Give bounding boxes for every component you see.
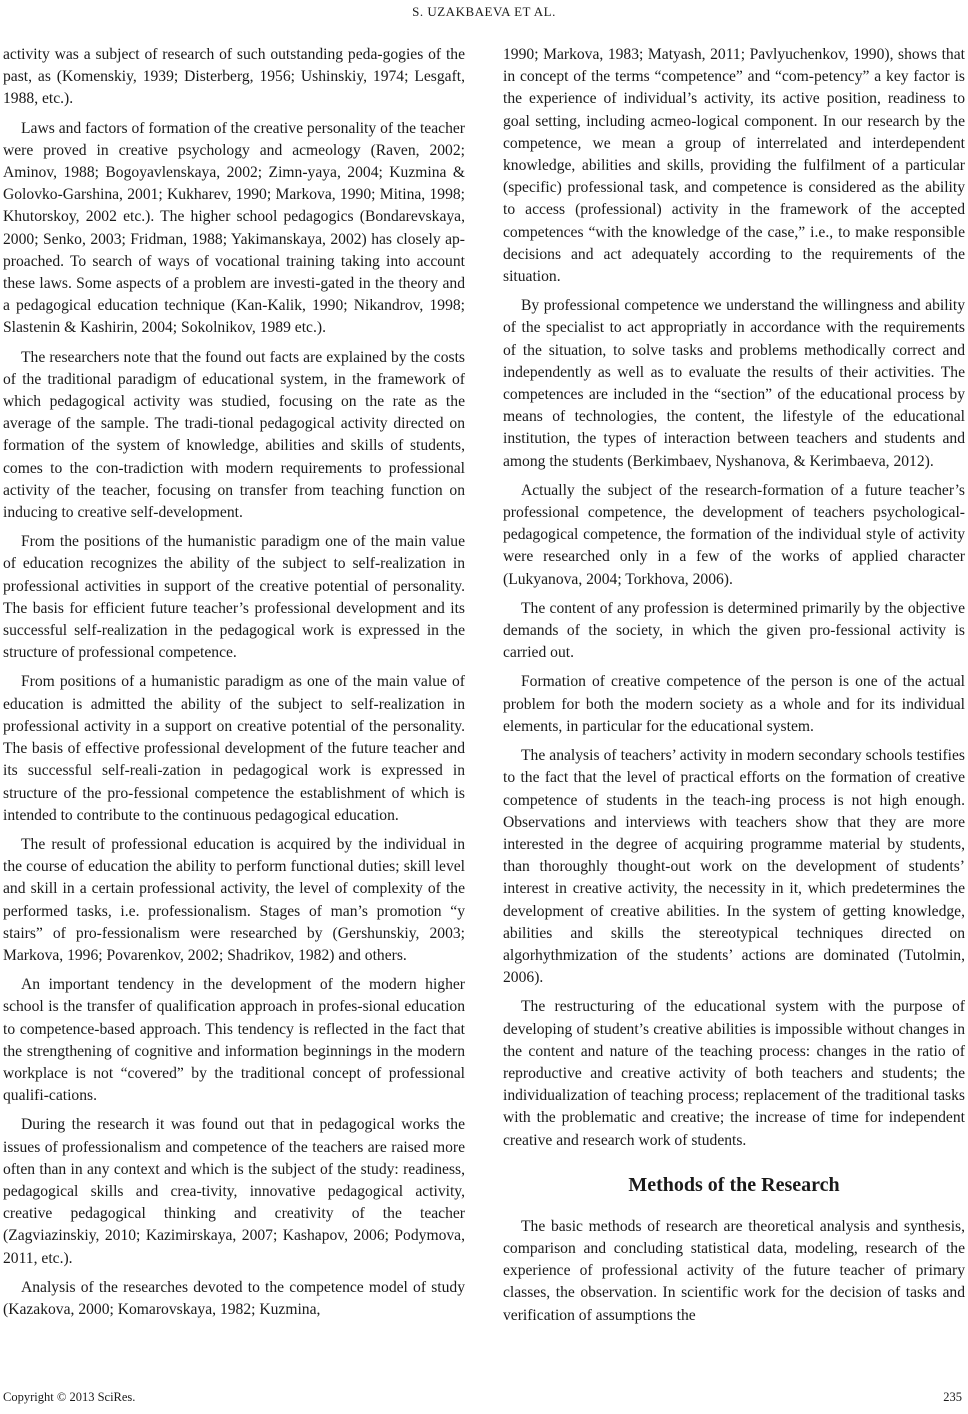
section-heading: Methods of the Research	[628, 1173, 840, 1196]
paragraph: The restructuring of the educational system with the purpose of developing of student’s creative abilities is impossible without changes in the content and nature of the teaching process: changes in the ratio of reproductive and creative activity of both teachers and students; the individualization of teaching process; replacement of the traditional tasks with the problematic and creative; the increase of time for independent creative and research work of students.	[503, 998, 965, 1149]
paragraph: The analysis of teachers’ activity in modern secondary schools testifies to the fact that the level of practical efforts on the formation of creative competence of students in the teach-ing process is not high enough. Observations and interviews with teachers show that they are more interested in the degree of acquiring programme material by students, than thoroughly thought-out work on the development of students’ interest in creative activity, the necessity in it, which predetermines the development of creative abilities. In the system of getting knowledge, abilities and skills the stereotypical techniques directed on algorhythmization of the students’ actions are dominated (Tutolmin, 2006).	[503, 747, 965, 987]
paragraph: 1990; Markova, 1983; Matyash, 2011; Pavlyuchenkov, 1990), shows that in concept of the terms “competence” and “com-petency” a key factor is the experience of individual’s activity, its active position, readiness to goal setting, including acmeo-logical component. In our research by the competence, we mean a group of interrelated and interdependent knowledge, abilities and skills, providing the fulfilment of a particular (specific) professional task, and competence is considered as the ability to access (professional) activity in the framework of the accepted competences “with the knowledge of the case,” i.e., to make responsible decisions and act adequately according to the requirements of the situation.	[503, 46, 965, 286]
page-number: 235	[943, 1390, 962, 1404]
paragraph: Formation of creative competence of the person is one of the actual problem for both the modern society as a whole and for its individual elements, in particular for the educational system.	[503, 673, 965, 735]
paragraph: By professional competence we understand the willingness and ability of the specialist to act appropriatly in accordance with the requirements of the situation, to solve tasks and problems methodically correct and independently as well as to evaluate the results of their activities. The competences are included in the “section” of the educational process by means of technologies, the content, the lifestyle of the educational institution, the types of interaction between teachers and students and among the students (Berkimbaev, Nyshanova, & Kerimbaeva, 2012).	[503, 297, 965, 470]
paragraph: The researchers note that the found out facts are explained by the costs of the traditional paradigm of educational system, in the framework of which pedagogical activity was studied, focusing on the rate as the average of the sample. The tradi-tional pedagogical activity directed on formation of the system of knowledge, abilities and skills of students, comes to the con-tradiction with modern requirements to professional activity of the teacher, focusing on transfer from teaching function on inducing to creative self-development.	[3, 348, 465, 522]
paragraph: Actually the subject of the research-formation of a future teacher’s professional competence, the development of teachers psychological-pedagogical competence, the formation of the individual style of activity were researched only in a few of the works of applied character (Lukyanova, 2004; Torkhova, 2006).	[503, 481, 965, 588]
running-head: S. UZAKBAEVA ET AL.	[412, 4, 556, 19]
copyright-notice: Copyright © 2013 SciRes.	[3, 1390, 136, 1404]
right-column	[503, 44, 965, 1334]
paragraph: Analysis of the researches devoted to the competence model of study (Kazakova, 2000; Komarovskaya, 1982; Kuzmina,	[3, 1278, 465, 1318]
paragraph: The result of professional education is acquired by the individual in the course of education the ability to perform functional duties; skill level and skill in a certain professional activity, the level of complexity of the performed tasks, i.e. professionalism. Stages of man’s promotion “y stairs” of pro-fessionalism were researched by (Gershunskiy, 2003; Markova, 1996; Povarenkov, 2002; Shadrikov, 1982) and others.	[3, 835, 465, 964]
paragraph: From the positions of the humanistic paradigm one of the main value of education recognizes the ability of the subject to self-realization in professional activities in support of the creative potential of personality. The basis for efficient future teacher’s professional development and its successful self-realization in the pedagogical work is expressed in the structure of professional competence.	[3, 533, 465, 662]
paragraph: From positions of a humanistic paradigm as one of the main value of education is admitted the ability of the subject to self-realization in professional activity in a support on creative potential of the personality. The basis of effective professional development of the future teacher and its successful self-reali-zation in pedagogical work is expressed in structure of the pro-fessional competence the establishment of which is intended to contribute to the continuous pedagogical education.	[3, 673, 465, 824]
paragraph: During the research it was found out that in pedagogical works the issues of professionalism and competence of the teachers are raised more often than in any context and which is the subject of the study: readiness, pedagogical skills and crea-tivity, innovative pedagogical activity, creative pedagogical thinking and creativity of the teacher (Zagviazinskiy, 2010; Kazimirskaya, 2007; Kashapov, 2006; Podymova, 2011, etc.).	[3, 1116, 465, 1267]
paragraph: activity was a subject of research of such outstanding peda-gogies of the past, as (Komenskiy, 1939; Disterberg, 1956; Ushinskiy, 1974; Lesgaft, 1988, etc.).	[3, 46, 465, 108]
paragraph: The content of any profession is determined primarily by the objective demands of the society, in which the given pro-fessional activity is carried out.	[503, 599, 965, 662]
left-column	[3, 44, 465, 1328]
paragraph: An important tendency in the development of the modern higher school is the transfer of qualification approach in profes-sional education to competence-based approach. This tendency is reflected in the fact that the strengthening of cognitive and information beginnings in the modern workplace is not “covered” by the traditional concept of professional qualifi-cations.	[3, 976, 465, 1105]
paragraph: The basic methods of research are theoretical analysis and synthesis, comparison and concluding statistical data, modeling, research of the experience of professional activity of the future teacher of primary classes, the observation. In scientific work for the decision of tasks and verification of assumptions the	[503, 1217, 965, 1324]
paragraph: Laws and factors of formation of the creative personality of the teacher were proved in creative psychology and acmeology (Raven, 2002; Aminov, 1988; Bogoyavlenskaya, 2002; Zimn-yaya, 2004; Kuzmina & Golovko-Garshina, 2001; Kukharev, 1990; Markova, 1990; Mitina, 1998; Khutorskoy, 2002 etc.). The higher school pedagogics (Bondarevskaya, 2000; Senko, 2003; Fridman, 1988; Yakimanskaya, 2002) has closely ap-proached. To search of ways of vocational training taking into account these laws. Some aspects of a problem are investi-gated in the theory and a pedagogical education technique (Kan-Kalik, 1990; Nikandrov, 1998; Slastenin & Kashirin, 2004; Sokolnikov, 1989 etc.).	[3, 119, 465, 337]
